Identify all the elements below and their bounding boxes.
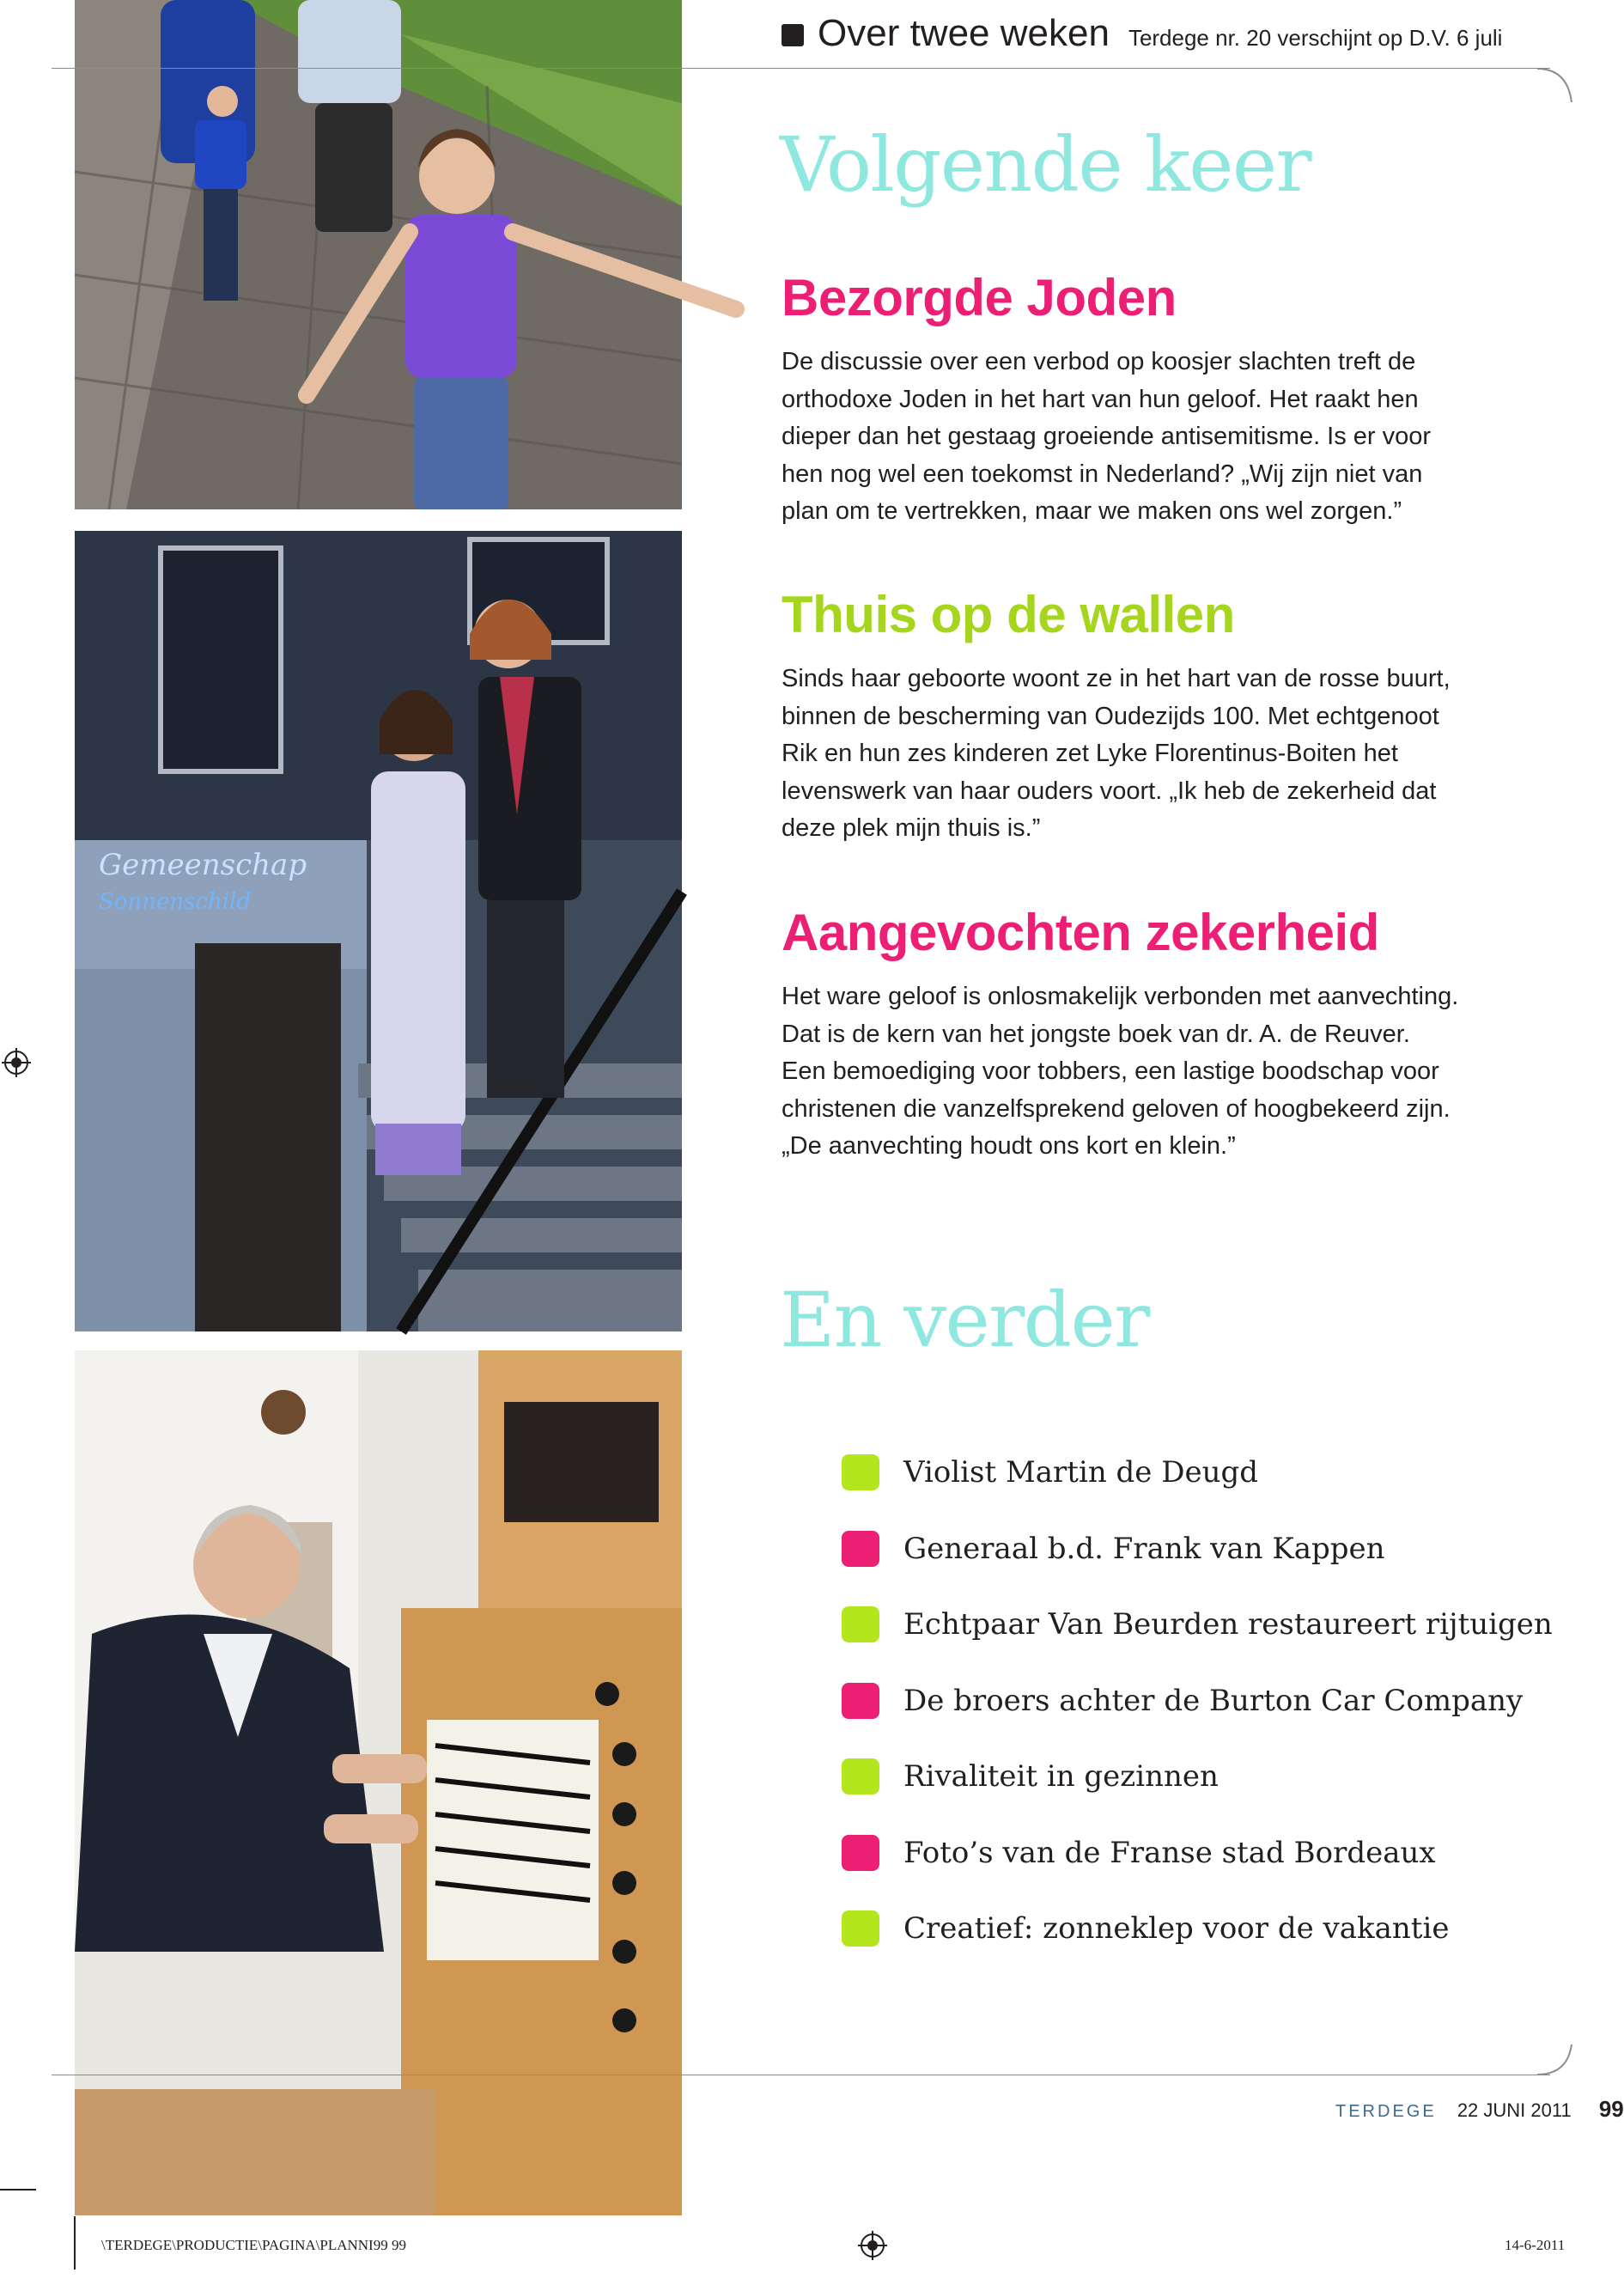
page-folio <box>1335 2096 1624 2123</box>
story-headline: Aangevochten zekerheid <box>782 904 1379 961</box>
page-number: 99 <box>1598 2096 1624 2122</box>
corner-curve-icon <box>1537 2044 1584 2079</box>
story-text-line: De discussie over een verbod op koosjer slachten treft de <box>782 348 1416 375</box>
list-item <box>842 1815 1553 1892</box>
story-aangevochten-zekerheid <box>782 905 1511 1166</box>
story-text-line: hen nog wel een toekomst in Nederland? „Wij zijn niet van <box>782 460 1423 488</box>
registration-mark-icon <box>2 1048 31 1077</box>
further-list <box>842 1435 1553 1967</box>
photo-organist <box>75 1350 682 2215</box>
list-item <box>842 1511 1553 1587</box>
corner-curve-icon <box>1537 68 1584 102</box>
sign-text-2: Sonnenschild <box>99 889 252 915</box>
list-item <box>842 1739 1553 1815</box>
list-item-label: Foto’s van de Franse stad Bordeaux <box>903 1835 1436 1870</box>
story-text-line: binnen de bescherming van Oudezijds 100. Met echtgenoot <box>782 702 1439 730</box>
list-item-label: Generaal b.d. Frank van Kappen <box>903 1531 1385 1566</box>
story-text-line: dieper dan het gestaag groeiende antisemitisme. Is er voor <box>782 423 1432 450</box>
further-heading: En verder <box>780 1276 1149 1364</box>
story-text-line: orthodoxe Joden in het hart van hun geloof. Het raakt hen <box>782 385 1419 413</box>
list-item-label: Creatief: zonneklep voor de vakantie <box>903 1911 1450 1947</box>
header-subtitle: Terdege nr. 20 verschijnt op D.V. 6 juli <box>1128 25 1503 51</box>
story-text-line: plan om te vertrekken, maar we maken ons wel zorgen.” <box>782 497 1402 525</box>
header-square-icon <box>782 24 804 46</box>
story-text-line: deze plek mijn thuis is.” <box>782 814 1041 842</box>
header-rule <box>52 68 1550 69</box>
bullet-square-icon <box>842 1683 879 1719</box>
story-text-line: levenswerk van haar ouders voort. „Ik heb de zekerheid dat <box>782 777 1437 805</box>
print-slug-path: \TERDEGE\PRODUCTIE\PAGINA\PLANNI99 99 <box>101 2237 406 2253</box>
story-bezorgde-joden <box>782 270 1511 531</box>
story-headline: Bezorgde Joden <box>782 269 1177 326</box>
list-item <box>842 1663 1553 1740</box>
sign-text-1: Gemeenschap <box>99 848 307 882</box>
print-slug-date: 14-6-2011 <box>1505 2237 1566 2253</box>
bullet-square-icon <box>842 1910 879 1947</box>
story-headline: Thuis op de wallen <box>782 586 1235 643</box>
photo-family-walking <box>75 0 682 509</box>
list-item-label: Echtpaar Van Beurden restaureert rijtuigen <box>903 1607 1553 1642</box>
story-text-line: Een bemoediging voor tobbers, een lastige boodschap voor <box>782 1057 1439 1085</box>
list-item <box>842 1587 1553 1663</box>
list-item-label: Rivaliteit in gezinnen <box>903 1759 1219 1794</box>
issue-date: 22 JUNI 2011 <box>1457 2099 1572 2121</box>
bullet-square-icon <box>842 1758 879 1794</box>
bullet-square-icon <box>842 1606 879 1642</box>
magazine-name: TERDEGE <box>1335 2102 1437 2121</box>
story-text-line: christenen die vanzelfsprekend geloven of hoogbekeerd zijn. <box>782 1094 1451 1123</box>
list-item <box>842 1891 1553 1967</box>
next-issue-header <box>782 12 1502 55</box>
header-title: Over twee weken <box>818 12 1110 54</box>
bullet-square-icon <box>842 1454 879 1490</box>
bullet-square-icon <box>842 1531 879 1567</box>
story-thuis-op-de-wallen <box>782 587 1511 848</box>
bullet-square-icon <box>842 1835 879 1871</box>
story-text-line: Dat is de kern van het jongste boek van dr. A. de Reuver. <box>782 1020 1410 1048</box>
story-text-line: Het ware geloof is onlosmakelijk verbonden met aanvechting. <box>782 983 1459 1010</box>
next-time-heading: Volgende keer <box>780 120 1311 209</box>
list-item <box>842 1435 1553 1511</box>
story-text-line: Sinds haar geboorte woont ze in het hart van de rosse buurt, <box>782 665 1451 692</box>
story-text-line: „De aanvechting houdt ons kort en klein.” <box>782 1132 1236 1160</box>
photo-canal-house-steps <box>75 531 682 1331</box>
trim-mark <box>74 2216 76 2270</box>
registration-mark-icon <box>858 2231 887 2260</box>
story-text-line: Rik en hun zes kinderen zet Lyke Florentinus-Boiten het <box>782 740 1398 767</box>
list-item-label: Violist Martin de Deugd <box>903 1455 1259 1490</box>
trim-mark <box>0 2189 36 2191</box>
list-item-label: De broers achter de Burton Car Company <box>903 1683 1524 1718</box>
